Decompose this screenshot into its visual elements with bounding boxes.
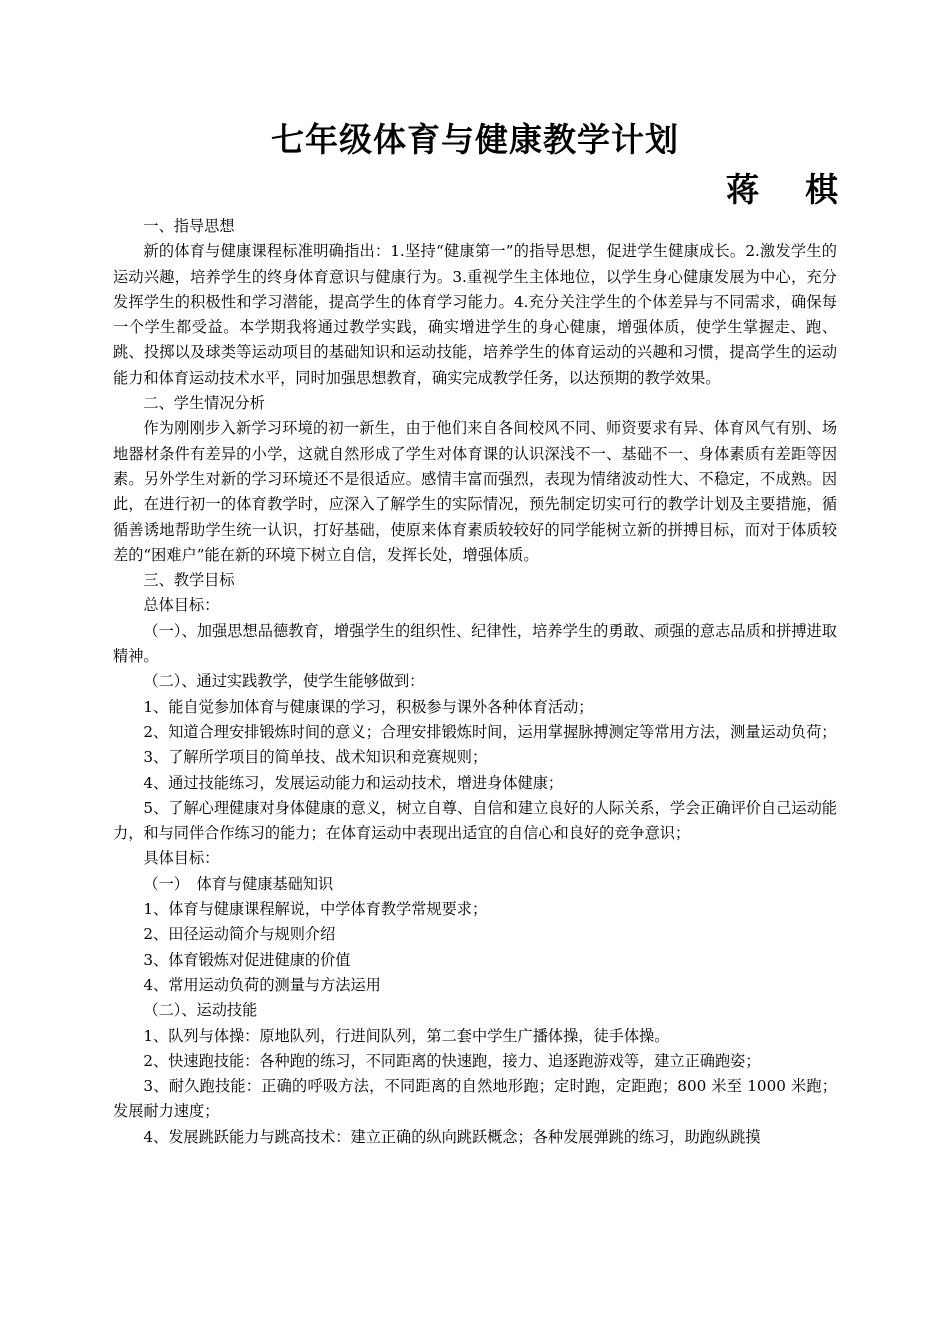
paragraph-guiding-thought: 新的体育与健康课程标准明确指出：1.坚持“健康第一”的指导思想，促进学生健康成长。2.激发学生的运动兴趣，培养学生的终身体育意识与健康行为。3.重视学生主体地位，以学生身心健康发展为中心，充分发挥学生的积极性和学习潜能，提高学生的体育学习能力。4.充分关注学生的个体差异与不同需求，确保每一个学生都受益。本学期我将通过教学实践，确实增进学生的身心健康，增强体质，使学生掌握走、跑、跳、投掷以及球类等运动项目的基础知识和运动技能，培养学生的体育运动的兴趣和习惯，提高学生的运动能力和体育运动技术水平，同时加强思想教育，确实完成教学任务，以达预期的教学效果。 (113, 242, 837, 387)
list-item: 3、体育锻炼对促进健康的价值 (143, 950, 351, 969)
subheading-basic-knowledge: （一） 体育与健康基础知识 (143, 874, 334, 893)
list-item: 2、田径运动简介与规则介绍 (143, 925, 336, 944)
document-title: 七年级体育与健康教学计划 (271, 120, 679, 159)
list-item: 1、体育与健康课程解说，中学体育教学常规要求； (143, 900, 488, 919)
subheading-overall-goals: 总体目标： (143, 596, 220, 615)
document-author: 蒋 棋 (726, 170, 838, 209)
subheading-motor-skills: （二）、运动技能 (143, 1001, 258, 1020)
list-item: 4、通过技能练习，发展运动能力和运动技术，增进身体健康； (143, 773, 564, 792)
paragraph-student-analysis: 作为刚刚步入新学习环境的初一新生，由于他们来自各间校风不同、师资要求有异、体育风气有别、场地器材条件有差异的小学，这就自然形成了学生对体育课的认识深浅不一、基础不一、身体素质有差距等因素。另外学生对新的学习环境还不是很适应。感情丰富而强烈，表现为情绪波动性大、不稳定，不成熟。因此，在进行初一的体育教学时，应深入了解学生的实际情况，预先制定切实可行的教学计划及主要措施，循循善诱地帮助学生统一认识，打好基础，使原来体育素质较较好的同学能树立新的拼搏目标，而对于体质较差的“困难户”能在新的环境下树立自信，发挥长处，增强体质。 (113, 419, 837, 564)
section-heading-student-analysis: 二、学生情况分析 (143, 394, 265, 413)
list-item: 1、能自觉参加体育与健康课的学习，积极参与课外各种体育活动； (143, 697, 594, 716)
list-item: 2、快速跑技能：各种跑的练习，不同距离的快速跑，接力、追逐跑游戏等，建立正确跑姿； (143, 1051, 761, 1070)
list-item: 3、了解所学项目的简单技、战术知识和竞赛规则； (143, 748, 488, 767)
list-item: 1、队列与体操：原地队列，行进间队列，第二套中学生广播体操，徒手体操。 (143, 1026, 670, 1045)
list-item: 2、知道合理安排锻炼时间的意义；合理安排锻炼时间，运用掌握脉搏测定等常用方法，测量运动负荷； (143, 722, 837, 741)
overall-goal-item: （二）、通过实践教学，使学生能够做到： (143, 672, 425, 691)
list-item: 3、耐久跑技能：正确的呼吸方法，不同距离的自然地形跑；定时跑，定距跑；800 米至 1000 米跑；发展耐力速度； (113, 1077, 837, 1121)
section-heading-teaching-goals: 三、教学目标 (143, 571, 235, 590)
list-item: 4、常用运动负荷的测量与方法运用 (143, 975, 381, 994)
document-body (113, 214, 837, 1150)
list-item: 4、发展跳跃能力与跳高技术：建立正确的纵向跳跃概念；各种发展弹跳的练习，助跑纵跳摸 (143, 1127, 761, 1146)
section-heading-guiding-thought: 一、指导思想 (143, 217, 235, 235)
overall-goal-item: （一）、加强思想品德教育，增强学生的组织性、纪律性，培养学生的勇敢、顽强的意志品质和拼搏进取精神。 (113, 621, 837, 666)
subheading-specific-goals: 具体目标： (143, 849, 220, 868)
list-item: 5、了解心理健康对身体健康的意义，树立自尊、自信和建立良好的人际关系，学会正确评价自己运动能力，和与同伴合作练习的能力；在体育运动中表现出适宜的自信心和良好的竞争意识； (113, 798, 837, 843)
